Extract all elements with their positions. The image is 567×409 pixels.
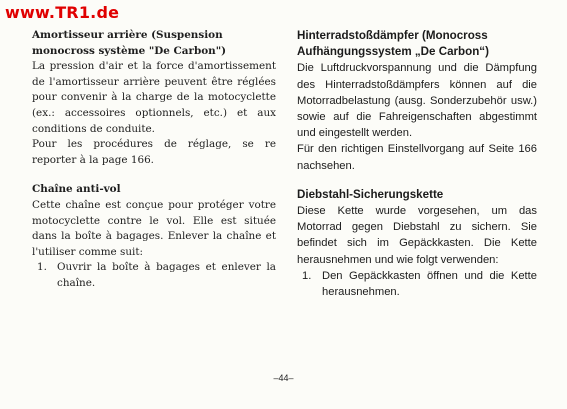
spacer bbox=[32, 168, 276, 182]
list-item-text: Ouvrir la boîte à bagages et enlever la chaîne. bbox=[57, 261, 276, 289]
paragraph-rear-shock-de: Die Luftdruckvorspannung und die Dämpfung des Hinterradstoßdämpfers können auf die Motorradbelastung (ausg. Sonderzubehör usw.) sowie auf die Fahreigenschaften abgestimmt und eingestellt werden. bbox=[297, 62, 537, 140]
french-column bbox=[32, 28, 276, 292]
paragraph-adjustment-ref-de: Für den richtigen Einstellvorgang auf Seite 166 nachsehen. bbox=[297, 143, 537, 172]
list-item-number: 1. bbox=[37, 261, 47, 274]
paragraph-chain-fr: Cette chaîne est conçue pour protéger votre motocyclette contre le vol. Elle est située dans la boîte à bagages. Enlever la chaîne et l'utiliser comme suit: bbox=[32, 198, 276, 258]
section-heading-chain-fr: Chaîne anti-vol bbox=[32, 183, 121, 196]
paragraph-adjustment-ref-fr: Pour les procédures de réglage, se re reporter à la page 166. bbox=[32, 138, 276, 166]
section-heading-chain-de: Diebstahl-Sicherungskette bbox=[297, 187, 444, 201]
list-item bbox=[297, 268, 537, 300]
section-heading-rear-shock-de: Hinterradstoßdämpfer (Monocross Aufhängungssystem „De Carbon“) bbox=[297, 29, 489, 59]
page-number: –44– bbox=[273, 373, 294, 383]
german-column bbox=[297, 28, 537, 300]
paragraph-rear-shock-fr: La pression d'air et la force d'amortissement de l'amortisseur arrière peuvent être réglées pour convenir à la charge de la motocyclette (ex.: accessoires optionnels, etc.) et aux conditions de conduite. bbox=[32, 60, 276, 135]
section-heading-rear-shock-fr: Amortisseur arrière (Suspension monocross système "De Carbon") bbox=[32, 29, 227, 57]
list-item bbox=[32, 260, 276, 291]
paragraph-chain-de: Diese Kette wurde vorgesehen, um das Motorrad gegen Diebstahl zu sichern. Sie befindet sich im Gepäckkasten. Die Kette herausnehmen und wie folgt verwenden: bbox=[297, 205, 537, 266]
spacer bbox=[297, 174, 537, 187]
watermark: www.TR1.de bbox=[5, 3, 120, 22]
list-item-text: Den Gepäckkasten öffnen und die Kette herausnehmen. bbox=[322, 269, 537, 299]
list-item-number: 1. bbox=[302, 269, 312, 282]
